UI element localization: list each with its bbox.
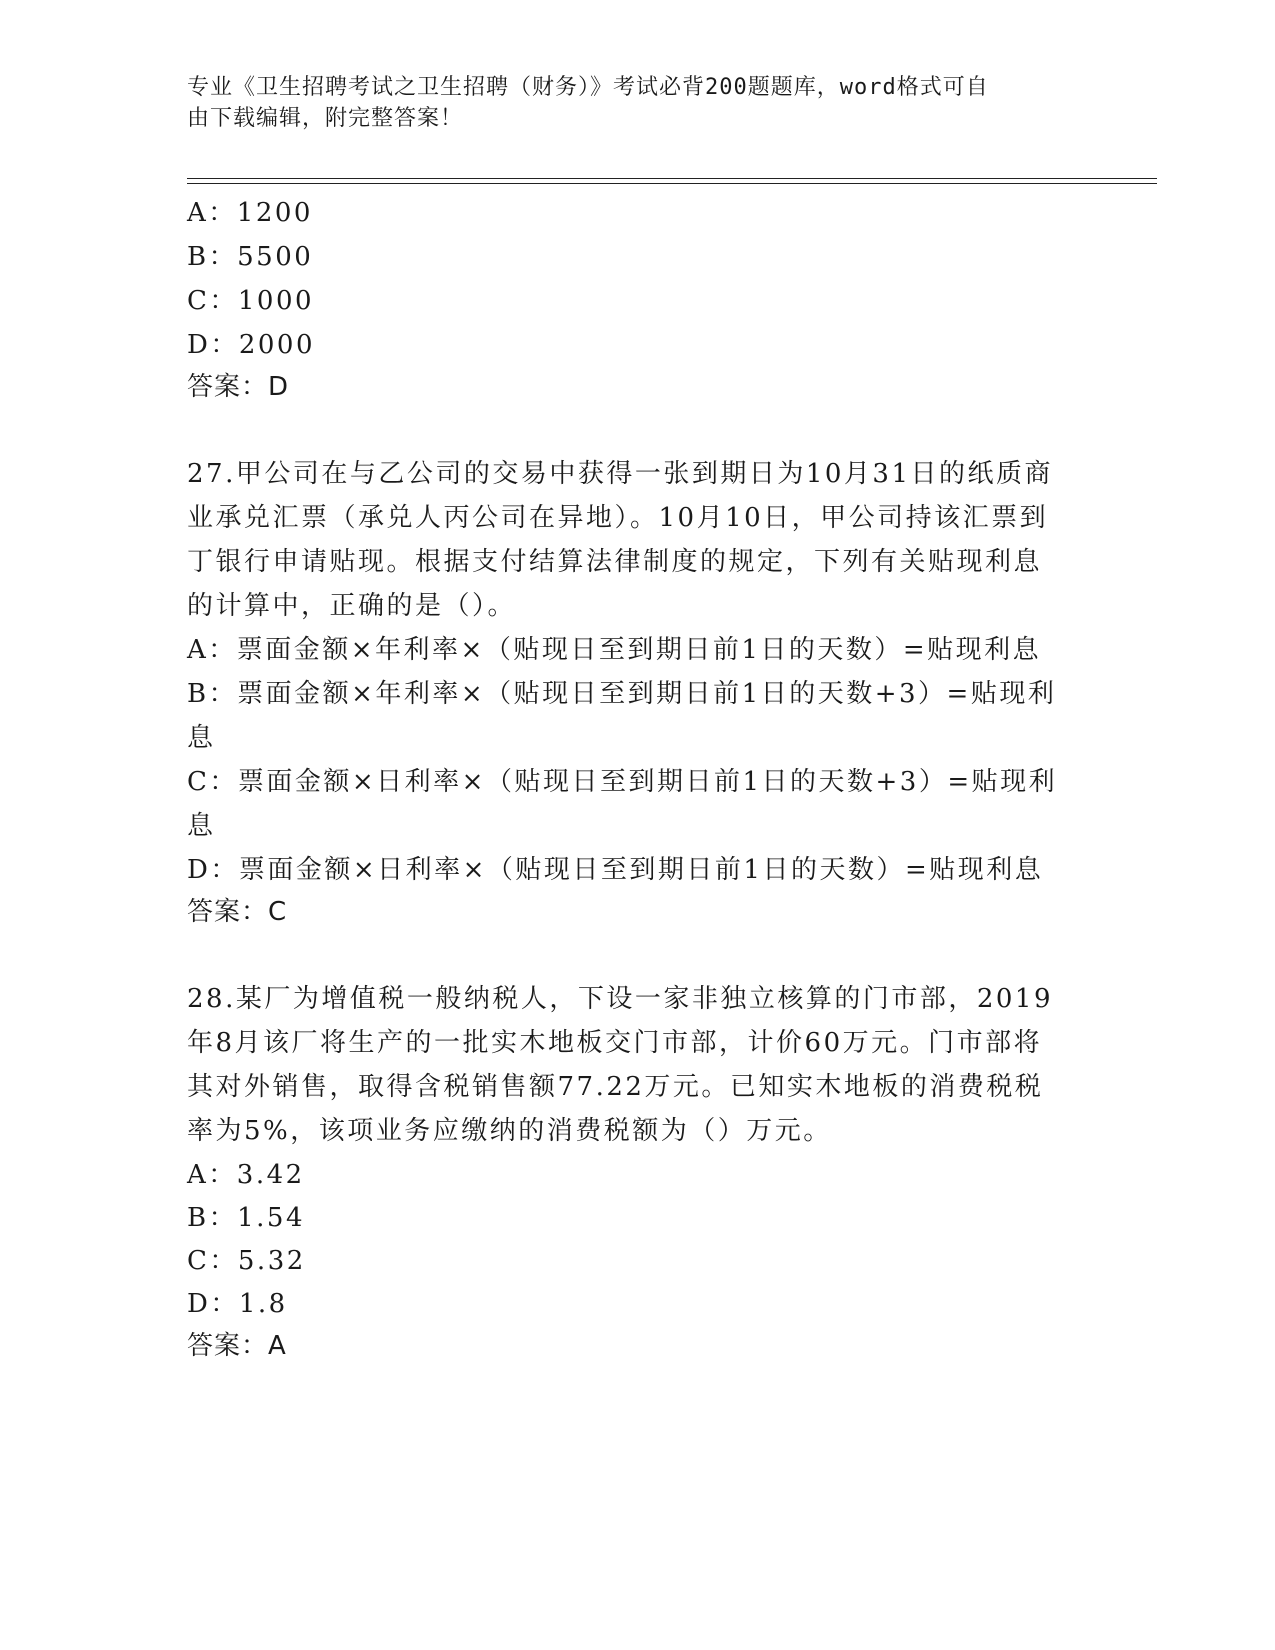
question-28-option-d: D：1.8 xyxy=(187,1289,288,1319)
question-27-option-b-cont: 息 xyxy=(187,723,216,753)
question-27-stem-line: 丁银行申请贴现。根据支付结算法律制度的规定，下列有关贴现利息 xyxy=(187,547,1043,577)
question-27-option-d: D：票面金额×日利率×（贴现日至到期日前1日的天数）=贴现利息 xyxy=(187,855,1044,885)
question-28-stem-line: 率为5%，该项业务应缴纳的消费税额为（）万元。 xyxy=(187,1116,832,1146)
question-28-stem-line: 28.某厂为增值税一般纳税人，下设一家非独立核算的门市部，2019 xyxy=(187,984,1054,1014)
header-divider-top xyxy=(187,178,1157,179)
question-28-option-c: C：5.32 xyxy=(187,1246,306,1276)
question-27-stem-line: 27.甲公司在与乙公司的交易中获得一张到期日为10月31日的纸质商 xyxy=(187,459,1054,489)
header-divider-bottom xyxy=(187,183,1157,184)
question-28-option-b: B：1.54 xyxy=(187,1203,305,1233)
question-27-option-c-cont: 息 xyxy=(187,811,216,841)
question-27-option-a: A：票面金额×年利率×（贴现日至到期日前1日的天数）=贴现利息 xyxy=(187,635,1042,665)
document-header xyxy=(187,72,1067,134)
option-b: B：5500 xyxy=(187,242,314,272)
question-27-stem-line: 的计算中，正确的是（）。 xyxy=(187,591,517,621)
question-27-answer: 答案：C xyxy=(187,897,288,927)
option-a: A：1200 xyxy=(187,198,313,228)
question-27-option-c: C：票面金额×日利率×（贴现日至到期日前1日的天数+3）=贴现利 xyxy=(187,767,1058,797)
header-line-2: 由下载编辑，附完整答案！ xyxy=(187,106,464,131)
answer-line: 答案：D xyxy=(187,372,290,402)
question-27-stem-line: 业承兑汇票（承兑人丙公司在异地）。10月10日，甲公司持该汇票到 xyxy=(187,503,1049,533)
option-d: D：2000 xyxy=(187,330,316,360)
question-28-option-a: A：3.42 xyxy=(187,1160,305,1190)
question-28-answer: 答案：A xyxy=(187,1331,287,1361)
question-27-option-b: B：票面金额×年利率×（贴现日至到期日前1日的天数+3）=贴现利 xyxy=(187,679,1057,709)
question-28-stem-line: 年8月该厂将生产的一批实木地板交门市部，计价60万元。门市部将 xyxy=(187,1028,1043,1058)
question-28-stem-line: 其对外销售，取得含税销售额77.22万元。已知实木地板的消费税税 xyxy=(187,1072,1044,1102)
header-line-1: 专业《卫生招聘考试之卫生招聘（财务）》考试必背200题题库，word格式可自 xyxy=(187,75,989,100)
option-c: C：1000 xyxy=(187,286,315,316)
